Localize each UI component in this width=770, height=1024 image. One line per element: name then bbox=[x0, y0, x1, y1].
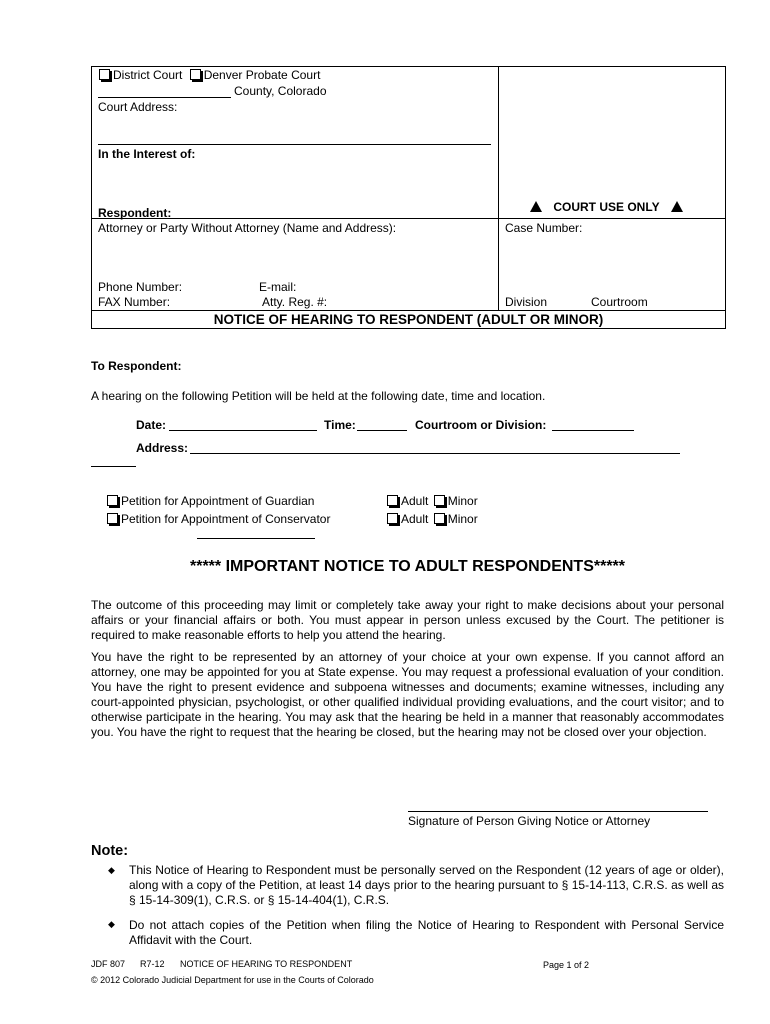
up-triangle-icon bbox=[530, 201, 542, 212]
interest-of-label: In the Interest of: bbox=[98, 147, 196, 161]
court-use-only-label: COURT USE ONLY bbox=[553, 200, 660, 214]
signature-label: Signature of Person Giving Notice or Attorney bbox=[408, 814, 651, 828]
attorney-label: Attorney or Party Without Attorney (Name and Address): bbox=[98, 221, 397, 235]
atty-reg-label: Atty. Reg. #: bbox=[262, 295, 328, 309]
footer-revision: R7-12 bbox=[140, 959, 165, 969]
date-label: Date: bbox=[136, 418, 167, 432]
intro-text: A hearing on the following Petition will be held at the following date, time and location. bbox=[91, 389, 546, 403]
petition-conservator-label: Petition for Appointment of Conservator bbox=[121, 512, 331, 526]
date-field-line[interactable] bbox=[169, 430, 317, 431]
footer-form-id: JDF 807 bbox=[91, 959, 126, 969]
denver-probate-label: Denver Probate Court bbox=[203, 68, 321, 82]
conservator-minor-label: Minor bbox=[447, 512, 478, 526]
guardian-minor-label: Minor bbox=[447, 494, 478, 508]
phone-label: Phone Number: bbox=[98, 280, 183, 294]
courtroom-label: Courtroom bbox=[591, 295, 648, 309]
court-selection bbox=[98, 68, 320, 82]
address-field-line-cont[interactable] bbox=[91, 466, 136, 467]
to-respondent-label: To Respondent: bbox=[91, 359, 182, 373]
up-triangle-icon bbox=[671, 201, 683, 212]
petition-guardian-row bbox=[106, 494, 314, 508]
footer-form-title: NOTICE OF HEARING TO RESPONDENT bbox=[180, 959, 353, 969]
denver-probate-checkbox[interactable] bbox=[190, 69, 201, 80]
time-field-line[interactable] bbox=[357, 430, 407, 431]
note-heading: Note: bbox=[91, 843, 129, 859]
note-item-1: This Notice of Hearing to Respondent must be personally served on the Respondent (12 years of age or older), along with a copy of the Petition, at least 14 days prior to the hearing pursuant to § 15-14-113, C.R.S. as well as § 15-14-309(1), C.R.S. or § 15-14-404(1), C.R.S. bbox=[129, 863, 724, 907]
bullet-icon: ◆ bbox=[108, 865, 115, 875]
district-court-checkbox[interactable] bbox=[99, 69, 110, 80]
guardian-adult-label: Adult bbox=[401, 494, 429, 508]
petition-guardian-label: Petition for Appointment of Guardian bbox=[121, 494, 315, 508]
petition-guardian-checkbox[interactable] bbox=[107, 495, 118, 506]
notice-paragraph-1: The outcome of this proceeding may limit or completely take away your right to make decisions about your personal affairs or your financial affairs or both. You must appear in person unless excused by the Court. The petitioner is required to make reasonable efforts to help you attend the hearing. bbox=[91, 598, 724, 642]
petition-conservator-checkbox[interactable] bbox=[107, 513, 118, 524]
footer-copyright: © 2012 Colorado Judicial Department for use in the Courts of Colorado bbox=[91, 975, 374, 985]
address-label: Address: bbox=[136, 441, 189, 455]
address-field-line[interactable] bbox=[190, 453, 680, 454]
county-suffix: County, Colorado bbox=[234, 84, 327, 98]
fax-label: FAX Number: bbox=[98, 295, 171, 309]
courtroom-division-label: Courtroom or Division: bbox=[415, 418, 547, 432]
bullet-icon: ◆ bbox=[108, 919, 115, 929]
note-item-2: Do not attach copies of the Petition when filing the Notice of Hearing to Respondent with Personal Service Affidavit with the Court. bbox=[129, 918, 724, 947]
email-label: E-mail: bbox=[259, 280, 297, 294]
court-address-line[interactable] bbox=[98, 144, 491, 145]
form-title: NOTICE OF HEARING TO RESPONDENT (ADULT OR MINOR) bbox=[213, 312, 604, 327]
guardian-adult-checkbox[interactable] bbox=[387, 495, 398, 506]
petition-conservator-row bbox=[106, 512, 330, 526]
conservator-adult-checkbox[interactable] bbox=[387, 513, 398, 524]
guardian-minor-checkbox[interactable] bbox=[434, 495, 445, 506]
court-use-only bbox=[530, 200, 683, 214]
signature-line[interactable] bbox=[408, 811, 708, 812]
footer-page-number: Page 1 of 2 bbox=[543, 960, 590, 970]
district-court-label: District Court bbox=[113, 68, 183, 82]
respondent-label: Respondent: bbox=[98, 206, 172, 220]
court-address-label: Court Address: bbox=[98, 100, 178, 114]
county-blank-line[interactable] bbox=[98, 97, 231, 98]
courtroom-field-line[interactable] bbox=[552, 430, 634, 431]
case-number-label: Case Number: bbox=[505, 221, 583, 235]
division-label: Division bbox=[505, 295, 548, 309]
conservator-adult-label: Adult bbox=[401, 512, 429, 526]
conservator-age-options bbox=[386, 512, 478, 526]
important-notice-heading: ***** IMPORTANT NOTICE TO ADULT RESPONDENTS***** bbox=[189, 558, 625, 575]
time-label: Time: bbox=[324, 418, 356, 432]
conservator-minor-checkbox[interactable] bbox=[434, 513, 445, 524]
guardian-age-options bbox=[386, 494, 478, 508]
petition-blank-line[interactable] bbox=[197, 538, 315, 539]
notice-paragraph-2: You have the right to be represented by an attorney of your choice at your own expense. If you cannot afford an attorney, one may be appointed for you at State expense. You may request a professional evaluation of your condition. You have the right to present evidence and subpoena witnesses and documents; examine witnesses, including any court-appointed physician, psychologist, or other qualified individual providing evaluations, and the court visitor; and to otherwise participate in the hearing. You may ask that the hearing be held in a manner that reasonably accommodates you. You have the right to request that the hearing be closed, but the hearing may not be closed over your objection. bbox=[91, 650, 724, 739]
